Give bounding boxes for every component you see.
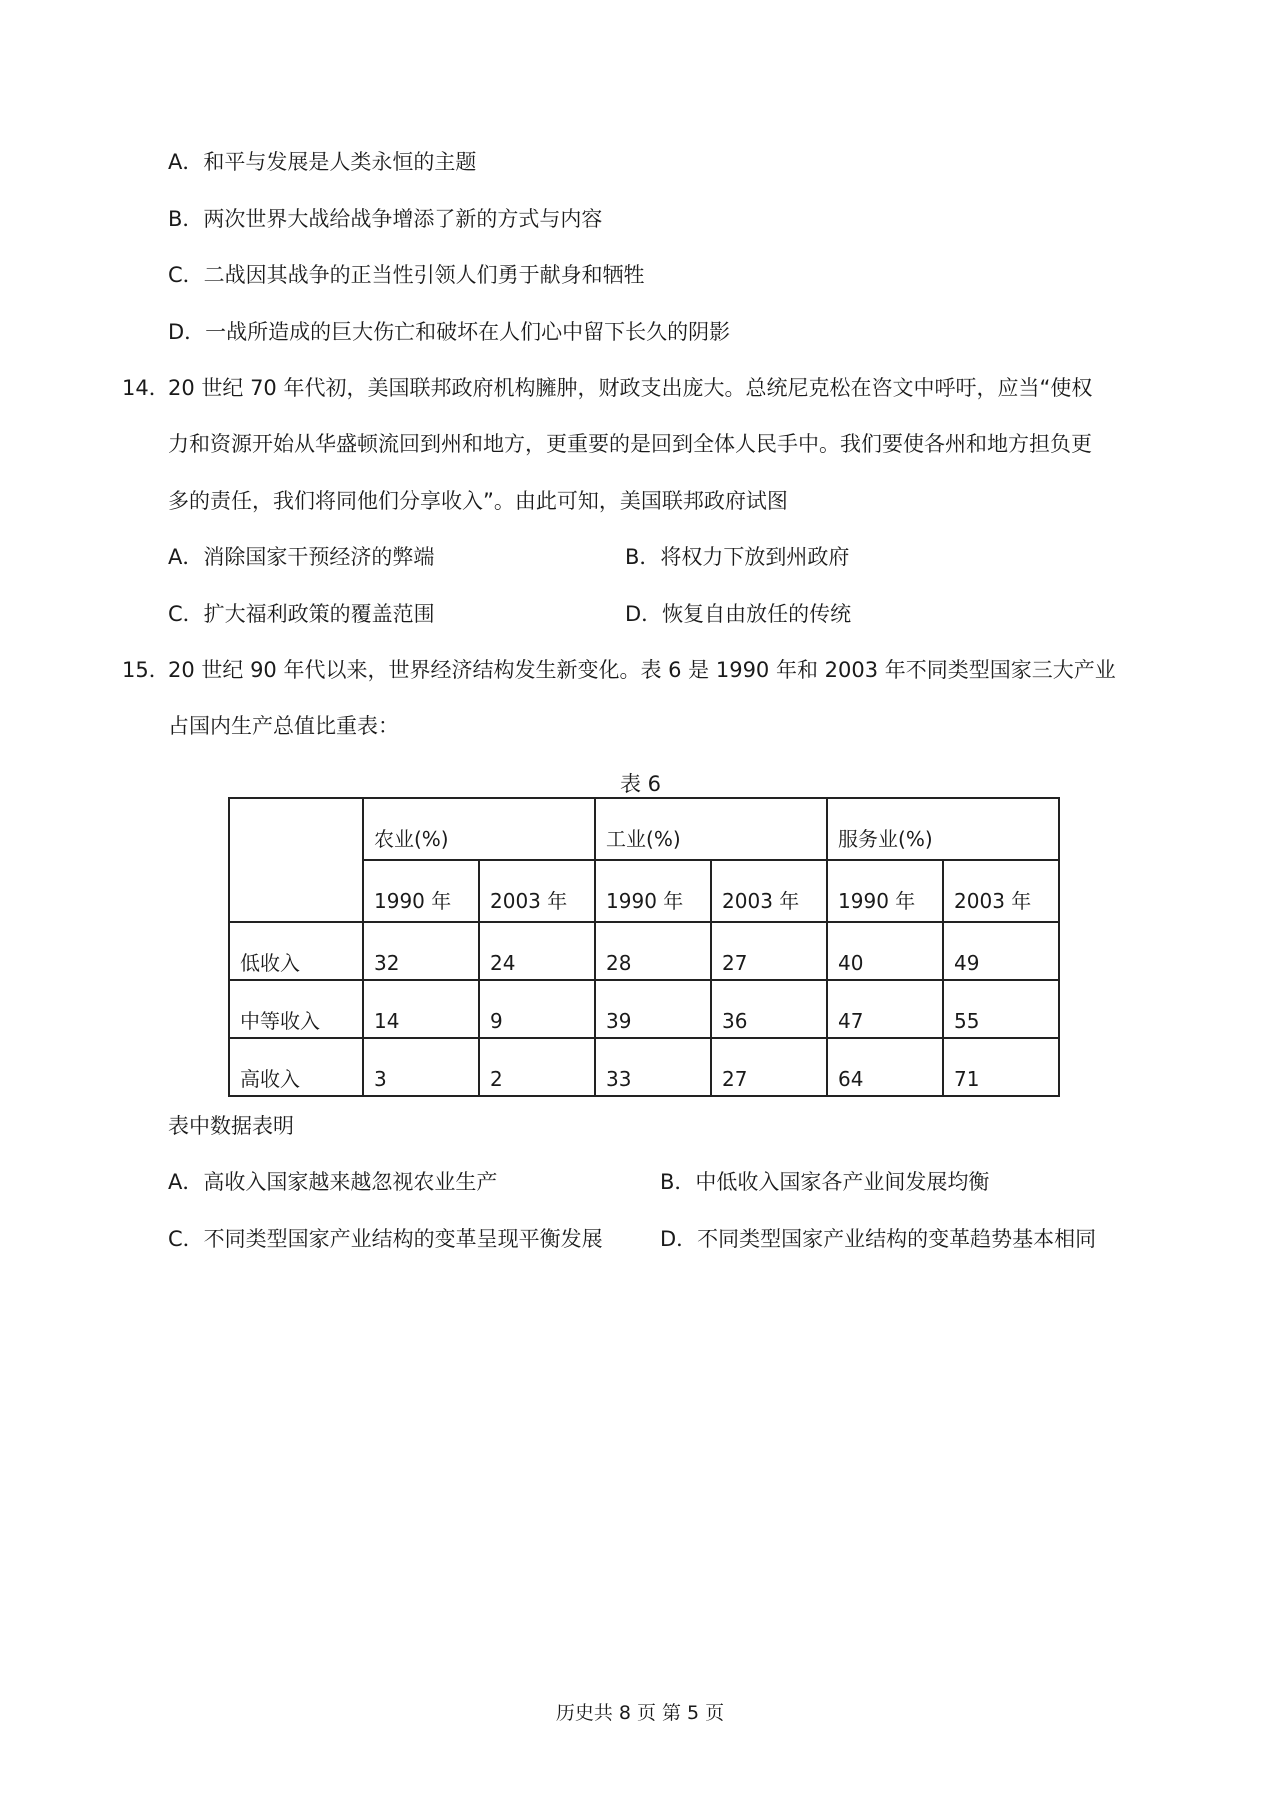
q15-stem-line1: 20 世纪 90 年代以来，世界经济结构发生新变化。表 6 是 1990 年和 2003 年不同类型国家三大产业 <box>168 658 1116 682</box>
row-label-high-income: 高收入 <box>229 1038 363 1096</box>
q15-option-b: B．中低收入国家各产业间发展均衡 <box>660 1170 990 1194</box>
q13-option-c: C．二战因其战争的正当性引领人们勇于献身和牺牲 <box>168 263 645 287</box>
table-cell: 49 <box>943 922 1059 980</box>
q14-stem-line2: 力和资源开始从华盛顿流回到州和地方，更重要的是回到全体人民手中。我们要使各州和地方担负更 <box>168 432 1092 456</box>
table-cell: 2 <box>479 1038 595 1096</box>
industry-share-table <box>228 797 1060 1097</box>
q14-stem-line1: 20 世纪 70 年代初，美国联邦政府机构臃肿，财政支出庞大。总统尼克松在咨文中呼吁，应当“使权 <box>168 376 1093 400</box>
q13-option-d: D．一战所造成的巨大伤亡和破坏在人们心中留下长久的阴影 <box>168 320 731 344</box>
q15-option-d: D．不同类型国家产业结构的变革趋势基本相同 <box>660 1227 1097 1251</box>
q13-option-a: A．和平与发展是人类永恒的主题 <box>168 150 477 174</box>
year-header: 1990 年 <box>595 860 711 922</box>
q15-stem-line2: 占国内生产总值比重表： <box>168 714 399 738</box>
table-cell: 14 <box>363 980 479 1038</box>
table-header-groups <box>229 798 1059 860</box>
group-industry: 工业(%) <box>595 798 827 860</box>
q14-option-c: C．扩大福利政策的覆盖范围 <box>168 602 435 626</box>
table-cell: 3 <box>363 1038 479 1096</box>
table-cell: 28 <box>595 922 711 980</box>
table-cell: 71 <box>943 1038 1059 1096</box>
table-cell: 55 <box>943 980 1059 1038</box>
table-cell: 9 <box>479 980 595 1038</box>
table-cell: 32 <box>363 922 479 980</box>
table-cell: 47 <box>827 980 943 1038</box>
q15-option-a: A．高收入国家越来越忽视农业生产 <box>168 1170 498 1194</box>
year-header: 2003 年 <box>943 860 1059 922</box>
group-services: 服务业(%) <box>827 798 1059 860</box>
year-header: 2003 年 <box>479 860 595 922</box>
q15-option-c: C．不同类型国家产业结构的变革呈现平衡发展 <box>168 1227 603 1251</box>
q15-question-stem: 表中数据表明 <box>168 1114 294 1138</box>
table-row <box>229 922 1059 980</box>
table-cell: 24 <box>479 922 595 980</box>
year-header: 1990 年 <box>363 860 479 922</box>
table-cell: 33 <box>595 1038 711 1096</box>
q15-number: 15． <box>122 658 170 682</box>
q13-option-b: B．两次世界大战给战争增添了新的方式与内容 <box>168 207 603 231</box>
row-label-middle-income: 中等收入 <box>229 980 363 1038</box>
year-header: 2003 年 <box>711 860 827 922</box>
table-cell: 27 <box>711 922 827 980</box>
table-row <box>229 980 1059 1038</box>
table-cell: 39 <box>595 980 711 1038</box>
table-cell: 36 <box>711 980 827 1038</box>
year-header: 1990 年 <box>827 860 943 922</box>
q14-stem-line3: 多的责任，我们将同他们分享收入”。由此可知，美国联邦政府试图 <box>168 489 788 513</box>
q14-number: 14． <box>122 376 170 400</box>
table-caption: 表 6 <box>620 772 662 796</box>
table-cell: 40 <box>827 922 943 980</box>
q14-option-b: B．将权力下放到州政府 <box>625 545 850 569</box>
q14-option-a: A．消除国家干预经济的弊端 <box>168 545 435 569</box>
row-label-low-income: 低收入 <box>229 922 363 980</box>
group-agriculture: 农业(%) <box>363 798 595 860</box>
page-footer: 历史共 8 页 第 5 页 <box>555 1702 725 1724</box>
table-cell: 64 <box>827 1038 943 1096</box>
q14-option-d: D．恢复自由放任的传统 <box>625 602 852 626</box>
table-row <box>229 1038 1059 1096</box>
table-cell: 27 <box>711 1038 827 1096</box>
table-corner-cell <box>229 798 363 922</box>
